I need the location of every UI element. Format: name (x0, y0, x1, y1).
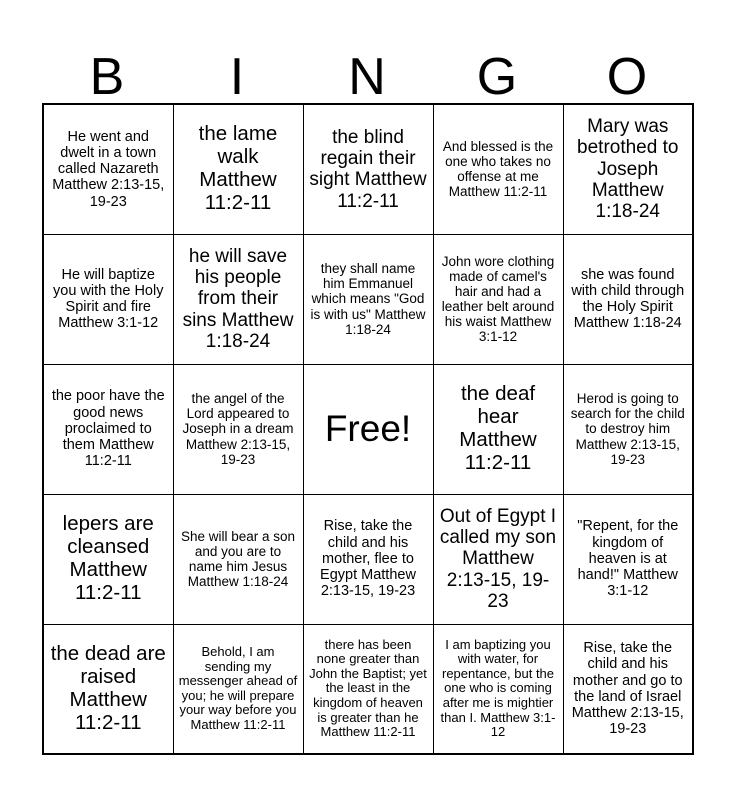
bingo-cell[interactable]: I am baptizing you with water, for repentance, but the one who is coming after me is mightier than I. Matthew 3:1-12 (433, 624, 563, 754)
bingo-row (43, 364, 693, 494)
bingo-cell[interactable]: Rise, take the child and his mother and go to the land of Israel Matthew 2:13-15, 19-23 (563, 624, 693, 754)
bingo-row (43, 234, 693, 364)
bingo-cell[interactable]: Out of Egypt I called my son Matthew 2:13-15, 19-23 (433, 494, 563, 624)
bingo-letter-o: O (606, 48, 648, 106)
bingo-cell[interactable]: Herod is going to search for the child to destroy him Matthew 2:13-15, 19-23 (563, 364, 693, 494)
bingo-card (42, 0, 692, 755)
bingo-cell[interactable]: the deaf hear Matthew 11:2-11 (433, 364, 563, 494)
bingo-row (43, 624, 693, 754)
bingo-cell[interactable]: He went and dwelt in a town called Nazareth Matthew 2:13-15, 19-23 (43, 104, 173, 234)
bingo-cell[interactable]: the blind regain their sight Matthew 11:2-11 (303, 104, 433, 234)
bingo-cell[interactable]: the poor have the good news proclaimed to them Matthew 11:2-11 (43, 364, 173, 494)
bingo-cell[interactable]: they shall name him Emmanuel which means "God is with us" Matthew 1:18-24 (303, 234, 433, 364)
bingo-cell[interactable]: there has been none greater than John the Baptist; yet the least in the kingdom of heaven is greater than he Matthew 11:2-11 (303, 624, 433, 754)
bingo-cell[interactable]: the angel of the Lord appeared to Joseph in a dream Matthew 2:13-15, 19-23 (173, 364, 303, 494)
bingo-cell[interactable]: he will save his people from their sins Matthew 1:18-24 (173, 234, 303, 364)
bingo-cell[interactable]: Behold, I am sending my messenger ahead of you; he will prepare your way before you Matthew 11:2-11 (173, 624, 303, 754)
bingo-grid (42, 103, 694, 755)
bingo-cell-free[interactable]: Free! (303, 364, 433, 494)
bingo-cell[interactable]: She will bear a son and you are to name him Jesus Matthew 1:18-24 (173, 494, 303, 624)
bingo-cell[interactable]: "Repent, for the kingdom of heaven is at hand!" Matthew 3:1-12 (563, 494, 693, 624)
bingo-letter-g: G (476, 48, 518, 106)
bingo-cell[interactable]: He will baptize you with the Holy Spirit and fire Matthew 3:1-12 (43, 234, 173, 364)
bingo-cell[interactable]: And blessed is the one who takes no offense at me Matthew 11:2-11 (433, 104, 563, 234)
bingo-letter-n: N (348, 48, 386, 106)
bingo-cell[interactable]: John wore clothing made of camel's hair and had a leather belt around his waist Matthew 3:1-12 (433, 234, 563, 364)
bingo-row (43, 104, 693, 234)
bingo-cell[interactable]: Mary was betrothed to Joseph Matthew 1:18-24 (563, 104, 693, 234)
bingo-row (43, 494, 693, 624)
bingo-title (42, 0, 692, 106)
bingo-cell[interactable]: Rise, take the child and his mother, flee to Egypt Matthew 2:13-15, 19-23 (303, 494, 433, 624)
bingo-cell[interactable]: the dead are raised Matthew 11:2-11 (43, 624, 173, 754)
bingo-letter-b: B (89, 48, 125, 106)
bingo-cell[interactable]: lepers are cleansed Matthew 11:2-11 (43, 494, 173, 624)
bingo-letter-i: I (229, 48, 245, 106)
bingo-cell[interactable]: the lame walk Matthew 11:2-11 (173, 104, 303, 234)
bingo-cell[interactable]: she was found with child through the Holy Spirit Matthew 1:18-24 (563, 234, 693, 364)
